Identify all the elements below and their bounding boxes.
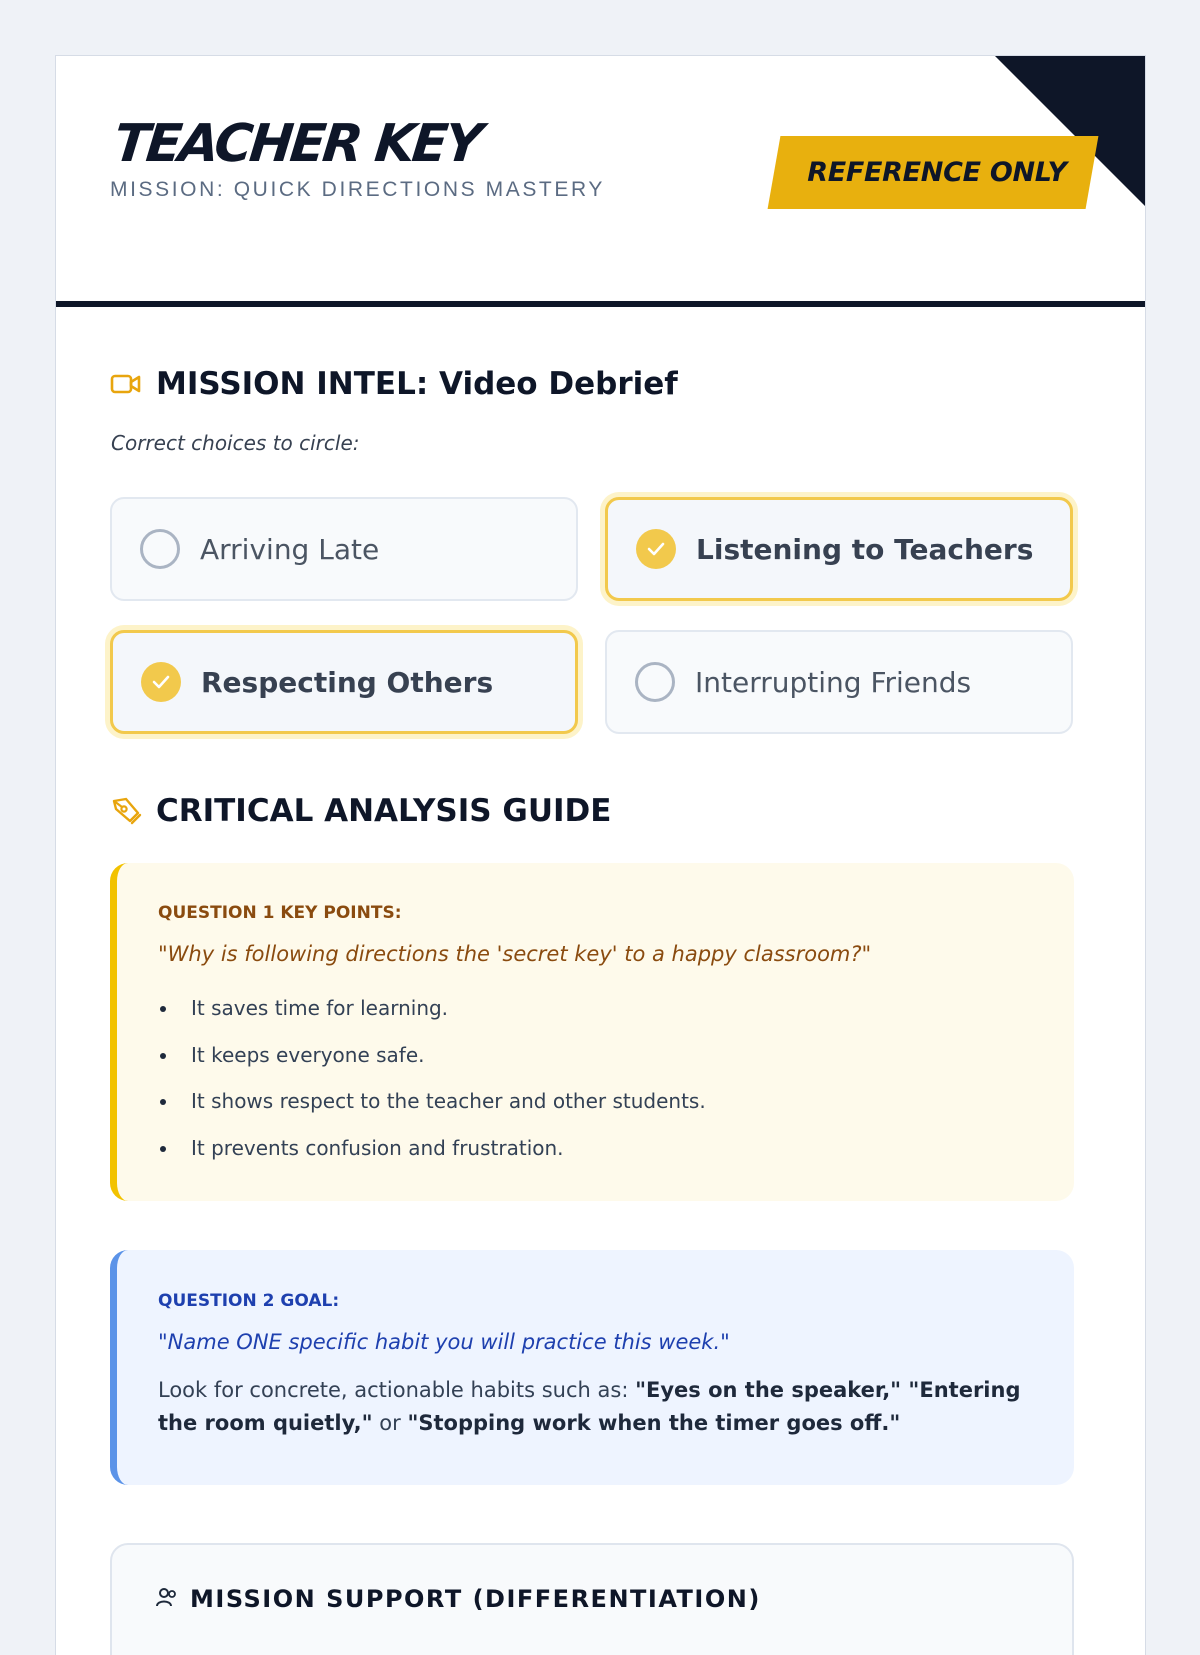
support-heading: MISSION SUPPORT (DIFFERENTIATION) <box>190 1585 761 1613</box>
question-2-or: or <box>372 1411 408 1435</box>
question-2-box <box>110 1250 1074 1485</box>
analysis-heading-row <box>110 793 611 829</box>
users-icon <box>156 1586 178 1612</box>
teacher-key-card <box>55 55 1146 1655</box>
question-1-box <box>110 863 1074 1201</box>
choices-hint: Correct choices to circle: <box>111 431 360 455</box>
choice-label: Respecting Others <box>201 665 494 699</box>
page-title: TEACHER KEY <box>110 114 483 174</box>
choice-interrupting-friends[interactable] <box>605 630 1073 734</box>
list-item: It shows respect to the teacher and other students. <box>158 1083 706 1130</box>
list-item: It saves time for learning. <box>158 990 706 1037</box>
list-item: It prevents confusion and frustration. <box>158 1130 706 1177</box>
radio-empty-icon <box>635 662 675 702</box>
list-item: It keeps everyone safe. <box>158 1037 706 1084</box>
choice-label: Listening to Teachers <box>696 532 1034 566</box>
question-2-quote: "Name ONE specific habit you will practice this week." <box>158 1330 730 1354</box>
page-header <box>56 56 1145 306</box>
choice-label: Arriving Late <box>200 532 380 566</box>
support-heading-row <box>156 1585 761 1613</box>
check-icon <box>141 662 181 702</box>
question-1-label: QUESTION 1 KEY POINTS: <box>158 903 402 923</box>
mission-support-box <box>110 1543 1074 1655</box>
habit-example-timer: "Stopping work when the timer goes off." <box>407 1411 901 1435</box>
question-2-body <box>158 1374 1038 1440</box>
question-2-intro: Look for concrete, actionable habits such as: <box>158 1378 636 1402</box>
video-camera-icon <box>110 368 142 400</box>
habit-examples: "Eyes on the speaker," "Entering the room quietly," <box>158 1378 1021 1435</box>
choice-label: Interrupting Friends <box>695 665 972 699</box>
choice-listening-to-teachers[interactable] <box>605 497 1073 601</box>
question-2-label: QUESTION 2 GOAL: <box>158 1291 340 1311</box>
page-subtitle: MISSION: QUICK DIRECTIONS MASTERY <box>110 178 605 201</box>
radio-empty-icon <box>140 529 180 569</box>
question-1-quote: "Why is following directions the 'secret key' to a happy classroom?" <box>158 942 872 966</box>
header-divider <box>56 301 1145 307</box>
choice-arriving-late[interactable] <box>110 497 578 601</box>
pen-nib-icon <box>110 795 142 827</box>
check-icon <box>636 529 676 569</box>
intel-heading-row <box>110 366 678 402</box>
question-1-points <box>158 990 706 1176</box>
intel-heading: MISSION INTEL: Video Debrief <box>156 366 678 402</box>
reference-badge: REFERENCE ONLY <box>807 157 1067 188</box>
choice-respecting-others[interactable] <box>110 630 578 734</box>
analysis-heading: CRITICAL ANALYSIS GUIDE <box>156 793 612 829</box>
